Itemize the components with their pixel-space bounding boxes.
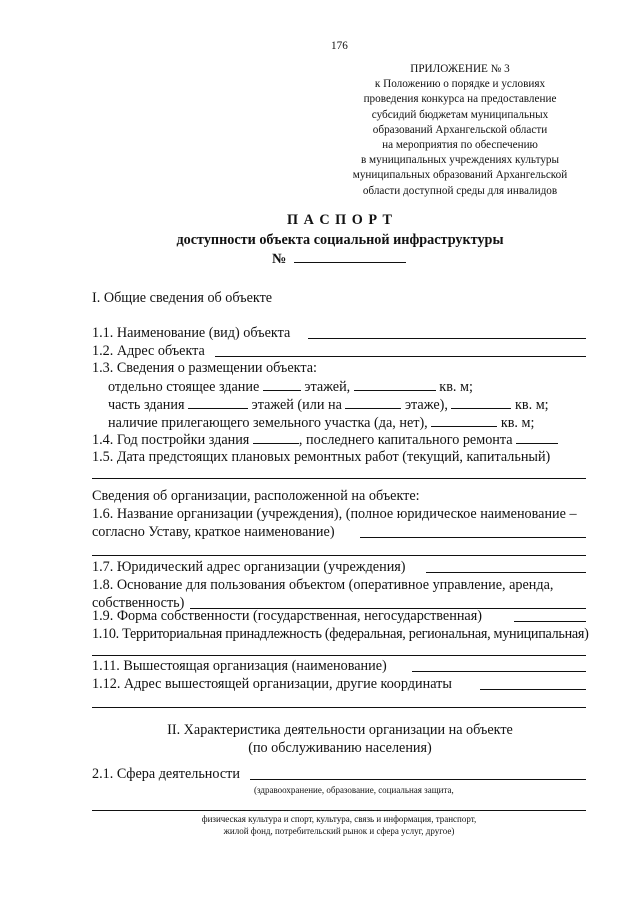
appendix-line: на мероприятия по обеспечению bbox=[382, 139, 538, 152]
appendix-line: к Положению о порядке и условиях bbox=[374, 78, 546, 91]
object-name-field[interactable] bbox=[308, 338, 586, 339]
build-year-field[interactable] bbox=[253, 431, 299, 444]
repair-date-field[interactable] bbox=[92, 478, 586, 479]
item-1-6b: согласно Уставу, краткое наименование) bbox=[92, 524, 335, 540]
part-floors-field[interactable] bbox=[188, 396, 248, 409]
item-1-8a: 1.8. Основание для пользования объектом (оперативное управление, аренда, bbox=[92, 577, 554, 593]
activity-hint-1: (здравоохранение, образование, социальная защита, bbox=[254, 785, 454, 795]
territory-field[interactable] bbox=[92, 655, 586, 656]
item-1-11: 1.11. Вышестоящая организация (наименование) bbox=[92, 658, 387, 674]
object-address-field[interactable] bbox=[215, 356, 586, 357]
item-1-3: 1.3. Сведения о размещении объекта: bbox=[92, 360, 317, 376]
item-1-4 bbox=[92, 431, 558, 449]
page-number: 176 bbox=[331, 40, 348, 52]
number-label: № bbox=[272, 251, 287, 267]
floors-field[interactable] bbox=[263, 378, 301, 391]
item-1-1: 1.1. Наименование (вид) объекта bbox=[92, 325, 291, 341]
building-part-row bbox=[108, 396, 549, 414]
item-1-7: 1.7. Юридический адрес организации (учреждения) bbox=[92, 559, 406, 575]
appendix-title: ПРИЛОЖЕНИЕ № 3 bbox=[410, 63, 510, 75]
item-2-1: 2.1. Сфера деятельности bbox=[92, 766, 240, 782]
appendix-line: субсидий бюджетам муниципальных bbox=[371, 108, 549, 121]
section2-subtitle: (по обслуживанию населения) bbox=[248, 740, 432, 756]
parent-address-field[interactable] bbox=[480, 689, 586, 690]
area-field[interactable] bbox=[354, 378, 436, 391]
land-area-field[interactable] bbox=[431, 414, 497, 427]
activity-field[interactable] bbox=[250, 779, 586, 780]
repair-year-label: , последнего капитального ремонта bbox=[298, 432, 513, 448]
detached-label: отдельно стоящее здание bbox=[108, 379, 260, 395]
activity-hint-2: физическая культура и спорт, культура, связь и информация, транспорт, bbox=[201, 814, 477, 824]
org-name-field-2[interactable] bbox=[92, 555, 586, 556]
land-row bbox=[108, 414, 534, 432]
repair-year-field[interactable] bbox=[516, 431, 558, 444]
org-heading: Сведения об организации, расположенной на объекте: bbox=[92, 488, 420, 504]
detached-building-row bbox=[108, 378, 473, 396]
section1-title: I. Общие сведения об объекте bbox=[92, 290, 273, 306]
item-1-5: 1.5. Дата предстоящих плановых ремонтных работ (текущий, капитальный) bbox=[92, 449, 551, 465]
item-1-6a: 1.6. Название организации (учреждения), (полное юридическое наименование – bbox=[92, 506, 577, 522]
appendix-block bbox=[330, 62, 590, 199]
activity-field-2[interactable] bbox=[92, 810, 586, 811]
passport-subtitle: доступности объекта социальной инфраструктуры bbox=[176, 232, 504, 248]
part-floors-label: этажей (или на bbox=[251, 397, 342, 413]
section2-title: II. Характеристика деятельности организации на объекте bbox=[167, 722, 513, 738]
ownership-field[interactable] bbox=[514, 621, 586, 622]
item-1-8b: собственность) bbox=[92, 595, 185, 611]
part-label: часть здания bbox=[108, 397, 185, 413]
parent-address-field-2[interactable] bbox=[92, 707, 586, 708]
item-1-2: 1.2. Адрес объекта bbox=[92, 343, 205, 359]
item-1-10: 1.10. Территориальная принадлежность (федеральная, региональная, муниципальная) bbox=[92, 626, 589, 642]
item-1-9: 1.9. Форма собственности (государственная, негосударственная) bbox=[92, 608, 482, 624]
floors-label: этажей, bbox=[304, 379, 351, 395]
appendix-line: проведения конкурса на предоставление bbox=[363, 93, 557, 106]
part-area-field[interactable] bbox=[451, 396, 511, 409]
part-floor-label: этаже), bbox=[404, 397, 448, 413]
land-unit: кв. м; bbox=[500, 415, 535, 431]
item-1-12: 1.12. Адрес вышестоящей организации, другие координаты bbox=[92, 676, 452, 692]
parent-org-field[interactable] bbox=[412, 671, 586, 672]
passport-number bbox=[272, 250, 406, 268]
number-field[interactable] bbox=[294, 250, 406, 263]
legal-address-field[interactable] bbox=[426, 572, 586, 573]
area-unit: кв. м; bbox=[439, 379, 473, 395]
part-area-unit: кв. м; bbox=[515, 397, 549, 413]
land-label: наличие прилегающего земельного участка (да, нет), bbox=[108, 415, 428, 431]
appendix-line: в муниципальных учреждениях культуры bbox=[360, 154, 560, 167]
org-name-field[interactable] bbox=[360, 537, 586, 538]
appendix-line: муниципальных образований Архангельской bbox=[352, 169, 568, 182]
appendix-line: образований Архангельской области bbox=[372, 123, 548, 136]
passport-title: П А С П О Р Т bbox=[286, 212, 393, 228]
build-year-label: 1.4. Год постройки здания bbox=[92, 432, 250, 448]
part-floor-field[interactable] bbox=[345, 396, 401, 409]
activity-hint-3: жилой фонд, потребительский рынок и сфера услуг, другое) bbox=[223, 826, 455, 836]
appendix-line: области доступной среды для инвалидов bbox=[362, 184, 558, 197]
